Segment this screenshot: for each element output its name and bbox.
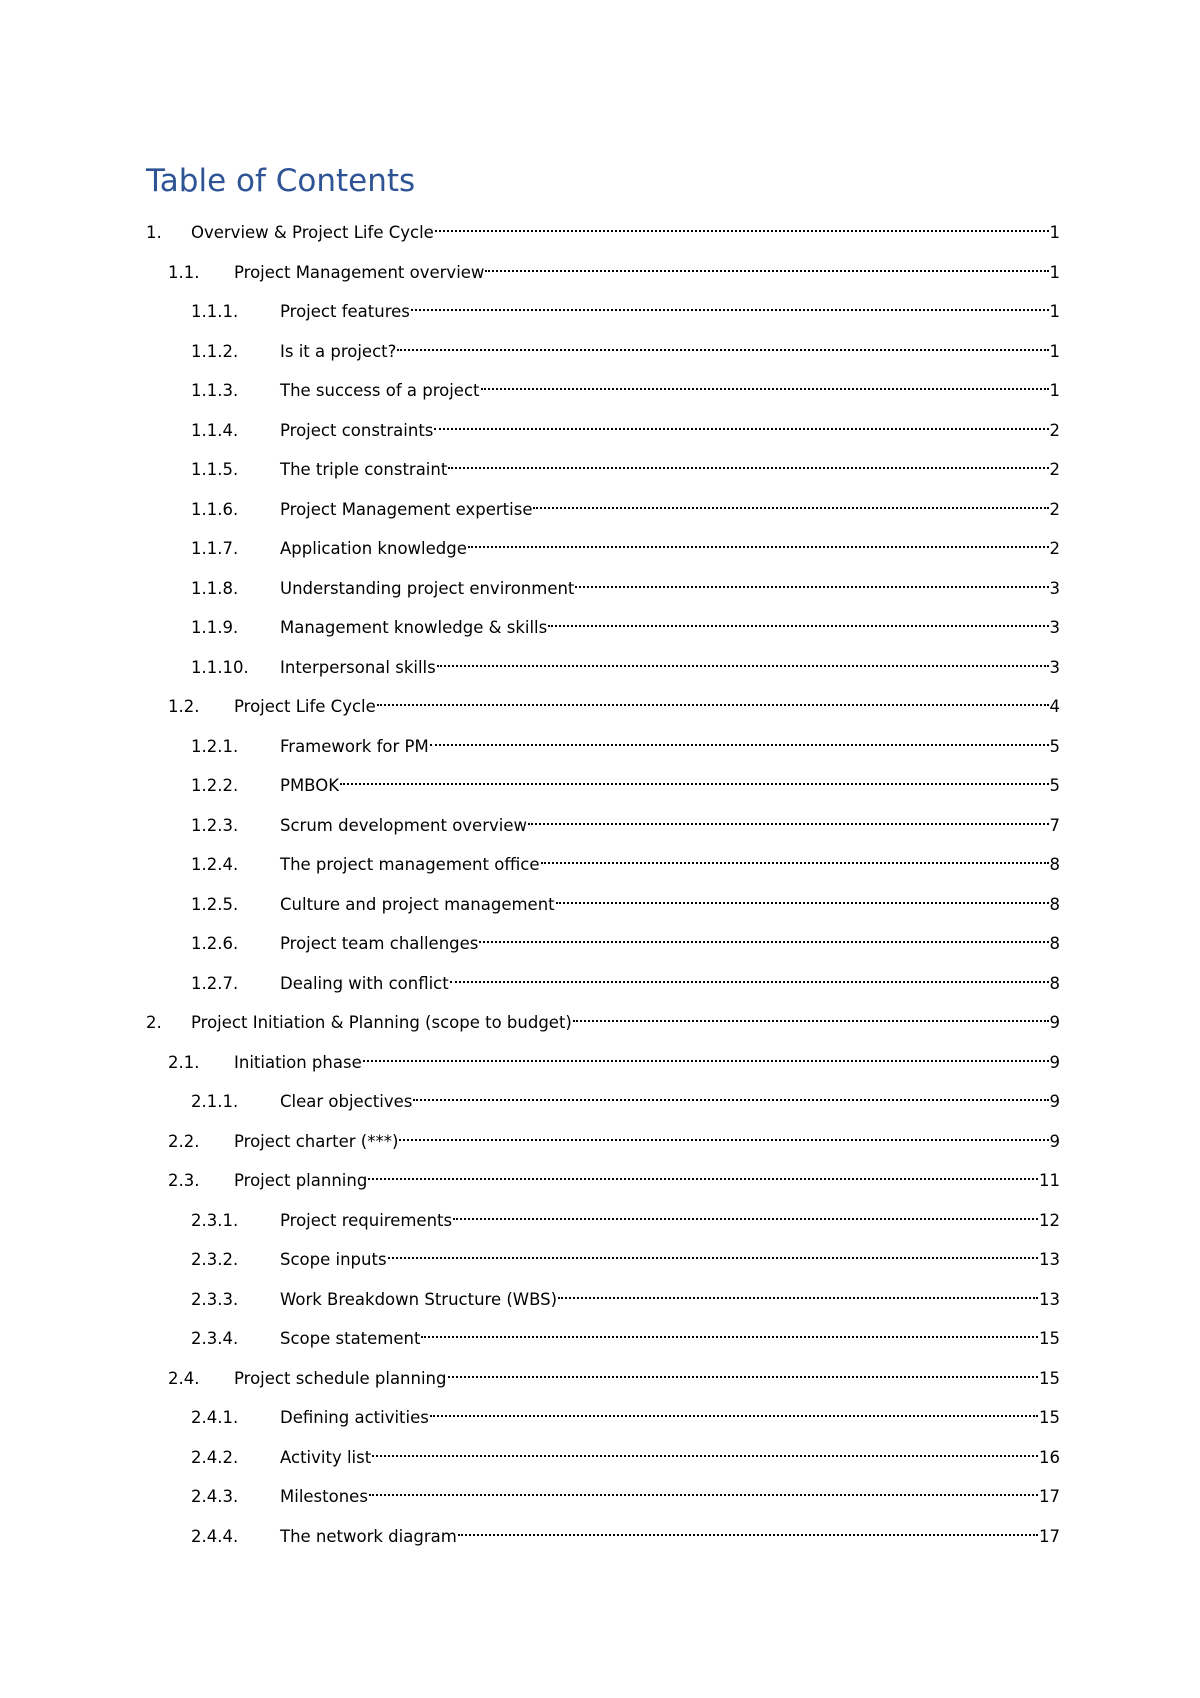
toc-entry-number: 1.1.2. [191,342,239,361]
toc-entry-page-number: 16 [1039,1448,1060,1467]
toc-entry-number: 2.2. [168,1132,200,1151]
toc-entry-number: 1.1.3. [191,381,239,400]
toc-entry[interactable] [146,214,1060,242]
toc-dot-leader [434,412,1048,436]
toc-dot-leader [430,728,1049,752]
toc-entry-page-number: 11 [1039,1171,1060,1190]
toc-dot-leader [450,965,1049,989]
toc-entry[interactable] [191,451,1060,479]
toc-entry-page-number: 15 [1039,1408,1060,1427]
toc-entry-label: Project team challenges [280,934,479,953]
toc-entry-label: Management knowledge & skills [280,618,548,637]
toc-entry-label: Project requirements [280,1211,453,1230]
toc-dot-leader [528,807,1049,831]
toc-entry[interactable] [191,886,1060,914]
toc-entry-number: 1.1.10. [191,658,249,677]
toc-entry[interactable] [191,372,1060,400]
toc-entry-label: Scrum development overview [280,816,527,835]
toc-dot-leader [533,491,1048,515]
toc-entry-number: 1.2. [168,697,200,716]
toc-entry-page-number: 9 [1049,1092,1060,1111]
toc-dot-leader [479,925,1048,949]
toc-dot-leader [372,1439,1038,1463]
toc-entry-number: 2.3.1. [191,1211,239,1230]
toc-entry-page-number: 17 [1039,1527,1060,1546]
toc-entry-number: 2.4.4. [191,1527,239,1546]
toc-entry-page-number: 13 [1039,1250,1060,1269]
toc-entry-label: Scope statement [280,1329,421,1348]
toc-entry[interactable] [191,293,1060,321]
toc-entry-page-number: 5 [1049,776,1060,795]
toc-dot-leader [448,1360,1039,1384]
toc-entry-number: 1.1.1. [191,302,239,321]
toc-entry-number: 1.2.1. [191,737,239,756]
toc-entry-label: Framework for PM [280,737,429,756]
toc-entry[interactable] [191,530,1060,558]
toc-entry-label: Interpersonal skills [280,658,436,677]
toc-entry[interactable] [191,965,1060,993]
toc-entry-page-number: 1 [1049,263,1060,282]
toc-entry[interactable] [191,649,1060,677]
toc-entry-number: 1.2.4. [191,855,239,874]
toc-entry-number: 1.1.8. [191,579,239,598]
toc-entry-page-number: 1 [1049,223,1060,242]
toc-entry[interactable] [168,1123,1060,1151]
toc-dot-leader [575,570,1048,594]
toc-entry-label: Dealing with conflict [280,974,449,993]
toc-dot-leader [388,1241,1038,1265]
toc-entry-number: 1.2.7. [191,974,239,993]
toc-entry-page-number: 8 [1049,855,1060,874]
toc-entry-number: 1.1.4. [191,421,239,440]
toc-entry-page-number: 15 [1039,1329,1060,1348]
toc-entry-label: Defining activities [280,1408,429,1427]
toc-entry-label: Project schedule planning [234,1369,447,1388]
toc-entry-label: PMBOK [280,776,340,795]
toc-dot-leader [397,333,1048,357]
toc-entry-label: Project constraints [280,421,434,440]
toc-entry-number: 2.4.3. [191,1487,239,1506]
toc-dot-leader [481,372,1049,396]
toc-entry-label: Scope inputs [280,1250,387,1269]
toc-entry[interactable] [191,846,1060,874]
toc-entry-label: Understanding project environment [280,579,575,598]
toc-entry-page-number: 17 [1039,1487,1060,1506]
toc-entry-number: 2.4.2. [191,1448,239,1467]
toc-title: Table of Contents [146,163,416,199]
toc-entry-number: 1.2.2. [191,776,239,795]
toc-entry-page-number: 9 [1049,1053,1060,1072]
toc-entry[interactable] [168,254,1060,282]
toc-entry[interactable] [191,570,1060,598]
toc-entry[interactable] [191,1202,1060,1230]
toc-entry-number: 2.3.3. [191,1290,239,1309]
toc-dot-leader [430,1399,1038,1423]
toc-entry-page-number: 9 [1049,1132,1060,1151]
toc-entry-page-number: 13 [1039,1290,1060,1309]
toc-entry-page-number: 12 [1039,1211,1060,1230]
toc-entry[interactable] [191,609,1060,637]
toc-entry[interactable] [168,1044,1060,1072]
toc-entry[interactable] [191,1478,1060,1506]
toc-entry-number: 2. [146,1013,162,1032]
toc-entry[interactable] [191,412,1060,440]
toc-entry-number: 2.4. [168,1369,200,1388]
toc-entry-page-number: 3 [1049,658,1060,677]
toc-dot-leader [556,886,1049,910]
toc-dot-leader [369,1478,1038,1502]
toc-entry[interactable] [168,688,1060,716]
toc-entry-number: 2.3. [168,1171,200,1190]
toc-dot-leader [558,1281,1038,1305]
toc-entry-number: 2.1. [168,1053,200,1072]
toc-dot-leader [485,254,1048,278]
toc-entry[interactable] [191,333,1060,361]
toc-entry-label: The network diagram [280,1527,457,1546]
toc-entry[interactable] [146,1004,1060,1032]
toc-entry-page-number: 3 [1049,618,1060,637]
toc-entry-page-number: 4 [1049,697,1060,716]
toc-entry-number: 1.1.6. [191,500,239,519]
toc-dot-leader [363,1044,1049,1068]
toc-entry[interactable] [191,1518,1060,1546]
toc-entry-label: Project Management expertise [280,500,533,519]
toc-entry-page-number: 3 [1049,579,1060,598]
toc-entry-page-number: 2 [1049,500,1060,519]
toc-dot-leader [458,1518,1038,1542]
toc-entry-page-number: 1 [1049,381,1060,400]
toc-entry-number: 1.2.6. [191,934,239,953]
toc-dot-leader [377,688,1049,712]
toc-entry-label: Project features [280,302,410,321]
toc-entry-number: 2.3.4. [191,1329,239,1348]
toc-entry-label: Project charter (***) [234,1132,399,1151]
toc-entry-label: Work Breakdown Structure (WBS) [280,1290,558,1309]
toc-entry-number: 1.1.9. [191,618,239,637]
toc-entry-page-number: 2 [1049,421,1060,440]
toc-dot-leader [413,1083,1048,1107]
toc-entry-page-number: 15 [1039,1369,1060,1388]
toc-entry-page-number: 7 [1049,816,1060,835]
toc-entry[interactable] [191,1399,1060,1427]
toc-entry-number: 1.1. [168,263,200,282]
toc-dot-leader [437,649,1049,673]
toc-entry-label: The success of a project [280,381,480,400]
toc-entry[interactable] [191,1320,1060,1348]
toc-dot-leader [399,1123,1048,1147]
toc-entry-label: The triple constraint [280,460,448,479]
toc-dot-leader [411,293,1049,317]
toc-entry[interactable] [168,1360,1060,1388]
toc-entry[interactable] [168,1162,1060,1190]
toc-entry[interactable] [191,728,1060,756]
toc-entry[interactable] [191,767,1060,795]
toc-entry-label: The project management office [280,855,540,874]
toc-entry-number: 2.1.1. [191,1092,239,1111]
toc-entry[interactable] [191,1281,1060,1309]
toc-dot-leader [368,1162,1038,1186]
toc-entry-number: 1.1.7. [191,539,239,558]
toc-entry-label: Initiation phase [234,1053,362,1072]
toc-dot-leader [421,1320,1038,1344]
toc-dot-leader [448,451,1048,475]
toc-entry-number: 2.3.2. [191,1250,239,1269]
toc-dot-leader [468,530,1049,554]
toc-dot-leader [453,1202,1038,1226]
toc-entry-number: 2.4.1. [191,1408,239,1427]
toc-entry-page-number: 2 [1049,460,1060,479]
toc-dot-leader [573,1004,1049,1028]
toc-dot-leader [340,767,1048,791]
toc-entry-label: Milestones [280,1487,368,1506]
toc-entry[interactable] [191,1439,1060,1467]
toc-entry-page-number: 8 [1049,895,1060,914]
toc-entry-number: 1.2.5. [191,895,239,914]
toc-entry[interactable] [191,925,1060,953]
toc-entry-number: 1. [146,223,162,242]
toc-dot-leader [548,609,1048,633]
toc-entry-number: 1.1.5. [191,460,239,479]
toc-dot-leader [435,214,1049,238]
toc-entry-label: Overview & Project Life Cycle [191,223,434,242]
toc-entry-number: 1.2.3. [191,816,239,835]
toc-entry-page-number: 2 [1049,539,1060,558]
toc-entry-label: Project Life Cycle [234,697,376,716]
toc-entry-label: Project planning [234,1171,368,1190]
toc-entry-label: Activity list [280,1448,372,1467]
toc-entry-page-number: 9 [1049,1013,1060,1032]
toc-entry-label: Project Initiation & Planning (scope to budget) [191,1013,572,1032]
toc-entry-page-number: 8 [1049,974,1060,993]
toc-entry[interactable] [191,1083,1060,1111]
toc-entry[interactable] [191,491,1060,519]
toc-entry[interactable] [191,807,1060,835]
toc-entry-label: Is it a project? [280,342,397,361]
toc-entry-page-number: 1 [1049,302,1060,321]
toc-entry-label: Clear objectives [280,1092,413,1111]
toc-entry-page-number: 1 [1049,342,1060,361]
toc-entry-label: Project Management overview [234,263,485,282]
toc-entry-page-number: 5 [1049,737,1060,756]
toc-entry-label: Culture and project management [280,895,555,914]
toc-dot-leader [541,846,1049,870]
toc-entry-label: Application knowledge [280,539,467,558]
toc-entry[interactable] [191,1241,1060,1269]
toc-entry-page-number: 8 [1049,934,1060,953]
